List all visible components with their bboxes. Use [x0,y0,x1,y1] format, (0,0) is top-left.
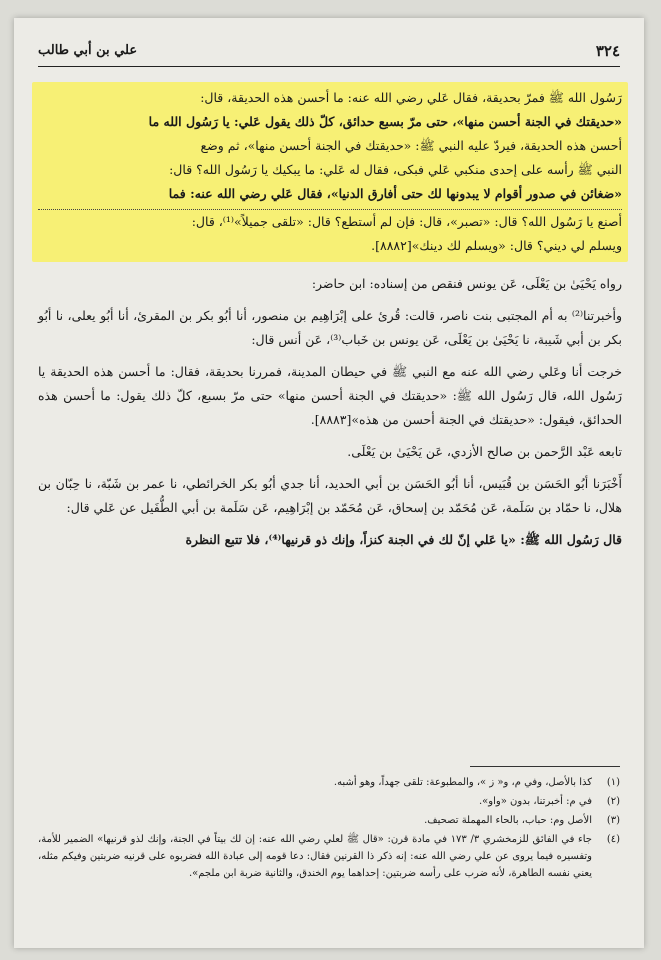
footnote-divider [470,766,620,767]
footnote [38,831,620,882]
running-title: علي بن أبي طالب [38,43,138,58]
footnote-number: (١) [606,777,620,788]
footnote-text: في م: أخبرتنا، بدون «واو». [478,796,592,807]
footnote [38,793,620,810]
footnote [38,812,620,829]
text-line: رَسُول الله ﷺ فمرّ بحديقة، فقال عَلي رضي الله عنه: ما أحسن هذه الحديقة، قال: [200,90,622,105]
paragraph: رواه يَحْيَىٰ بن يَعْلَى، عَن يونس فنقص من إسناده: ابن حاضر: [311,276,622,291]
text-line: «حديقتك في الجنة أحسن منها»، حتى مرّ بسبع حدائق، كلّ ذلك يقول عَلي: يا رَسُول الله ما [148,114,622,129]
text-line: أصنع يا رَسُول الله؟ قال: «تصبر»، قال: فإن لم أستطع؟ قال: «تلقى جميلاً»⁽¹⁾، قال: [191,214,622,229]
footnote-text: جاء في الفائق للزمخشري ٣/ ١٧٣ في مادة قرن: «قال ﷺ لعلي رضي الله عنه: إن لك بيتاً في الجنة، وإنك لذو قرنيها» الضمير للأمة، وتفسيره فيما يروى عن علي رضي الله عنه: إنه ذكر ذا القرنين فقال: دعا قومه إلى عبادة الله فضربوه على قرنيه ضربتين وفيكم مثله، يعني نفسه الطاهرة، لأنه ضرب على رأسه ضربتين: إحداهما يوم الخندق، والثانية ضربة ابن ملجم». [38,834,592,879]
footnotes [38,774,620,884]
footnote-number: (٣) [606,815,620,826]
paragraph: أَخْبَرَنا أبُو الحَسَن بن قُبَيس، أنا أبُو الحَسَن بن أبي الحديد، أنا جدي أبُو بكر الخرائطي، نا عمر بن شَبّة، نا حِبّان بن هلال، نا حمّاد بن سَلَمة، عَن مُحَمّد بن إسحاق، عَن مُحَمّد بن إبْرَاهِيم، عَن سَلَمة بن أبي الطُّفَيل عن عَلي قال: [38,476,622,515]
text-line: النبي ﷺ رأسه على إحدى منكبي عَلي فبكى، فقال له عَلي: ما يبكيك يا رَسُول الله؟ قال: [169,162,622,177]
highlighted-paragraph [32,82,628,262]
footnote-number: (٢) [606,796,620,807]
paragraph: تابعه عَبْد الرَّحمن بن صالح الأزدي، عَن يَحْيَىٰ بن يَعْلَى. [347,444,622,459]
paragraph: قال رَسُول الله ﷺ: «يا عَلي إنّ لك في الجنة كنزاً، وإنك ذو قرنيها⁽⁴⁾، فلا تتبع النظرة [185,532,622,547]
text-line: «ضغائن في صدور أقوام لا يبدونها لك حتى أفارق الدنيا»، فقال عَلي رضي الله عنه: فما [168,186,622,201]
text-line: ويسلم لي ديني؟ قال: «ويسلم لك دينك»[٨٨٨٢]. [371,238,622,253]
paragraph: وأخبرتنا⁽²⁾ به أم المجتبى بنت ناصر، قالت: قُرئ على إبْرَاهِيم بن منصور، أنا أبُو بكر بن المقرئ، أنا أبُو يعلى، نا أبُو بكر بن أبي شَيبة، نا يَحْيَىٰ بن يَعْلَى، عَن يونس بن خَباب⁽³⁾، عَن أنس قال: [38,308,623,347]
book-page [14,18,644,948]
paragraph: خرجت أنا وعَلي رضي الله عنه مع النبي ﷺ في حيطان المدينة، فمررنا بحديقة، فقال: ما أحسن هذه الحديقة يا رَسُول الله، قال رَسُول الله ﷺ: «حديقتك في الجنة أحسن منها» حتى مرّ بسبع، كلّ ذلك يقول: ما أحسن هذه الحدائق، فيقول: «حديقتك في الجنة أحسن من هذه»[٨٨٨٣]. [38,364,622,427]
footnote-text: كذا بالأصل، وفي م، و« ز »، والمطبوعة: تلقى جهداً، وهو أشبه. [333,777,592,788]
footnote [38,774,620,791]
text-line: أحسن هذه الحديقة، فيردّ عليه النبي ﷺ: «حديقتك في الجنة أحسن منها»، ثم وضع [200,138,622,153]
footnote-number: (٤) [606,834,620,845]
page-number: ٣٢٤ [595,42,620,60]
footnote-text: الأصل وم: حباب، بالحاء المهملة تصحيف. [424,815,592,826]
main-text [38,82,622,560]
page-header [38,40,620,67]
